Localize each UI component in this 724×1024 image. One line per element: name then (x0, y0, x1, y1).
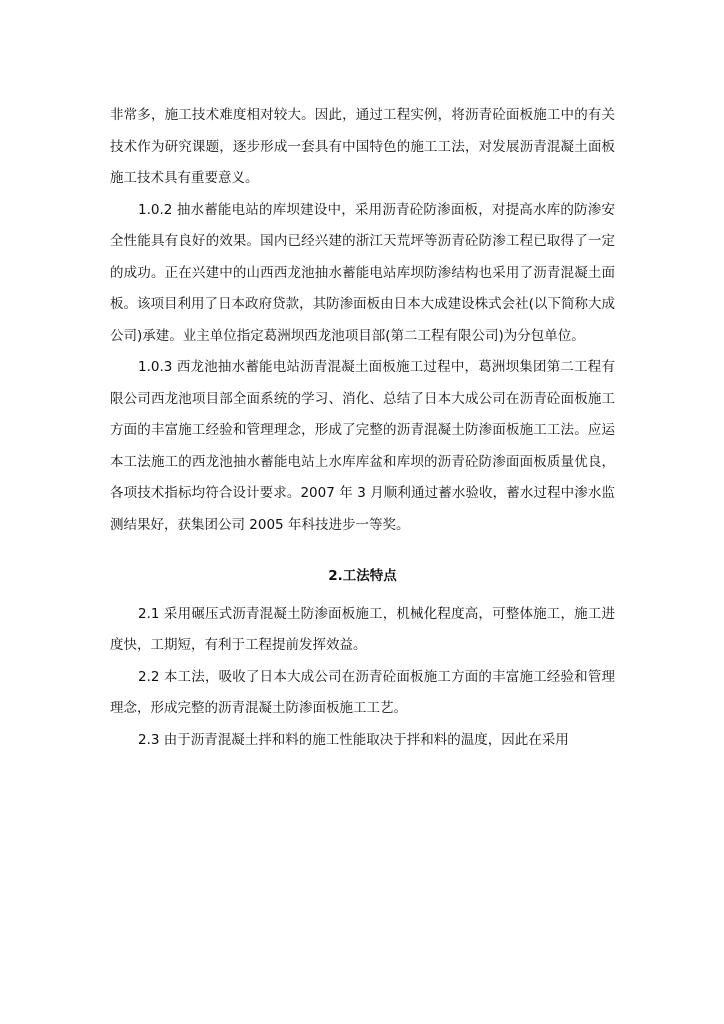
section-heading-method-features: 2.工法特点 (328, 568, 397, 584)
paragraph-2-1: 2.1 采用碾压式沥青混凝土防渗面板施工，机械化程度高，可整体施工，施工进度快，工期短，有利于工程提前发挥效益。 (110, 605, 615, 653)
paragraph-2-2: 2.2 本工法，吸收了日本大成公司在沥青砼面板施工方面的丰富施工经验和管理理念，形成完整的沥青混凝土防渗面板施工工艺。 (110, 668, 615, 716)
paragraph-2-3: 2.3 由于沥青混凝土拌和料的施工性能取决于拌和料的温度，因此在采用 (138, 731, 569, 748)
paragraph-1-0-3: 1.0.3 西龙池抽水蓄能电站沥青混凝土面板施工过程中，葛洲坝集团第二工程有限公司西龙池项目部全面系统的学习、消化、总结了日本大成公司在沥青砼面板施工方面的丰富施工经验和管理理念，形成了完整的沥青混凝土防渗面板施工工法。应运本工法施工的西龙池抽水蓄能电站上水库库盆和库坝的沥青砼防渗面面板质量优良，各项技术指标均符合设计要求。2007 年 3 月顺利通过蓄水验收，蓄水过程中渗水监测结果好，获集团公司 2005 年科技进步一等奖。 (110, 359, 615, 533)
paragraph-intro-continued: 非常多，施工技术难度相对较大。因此，通过工程实例，将沥青砼面板施工中的有关技术作为研究课题，逐步形成一套具有中国特色的施工工法，对发展沥青混凝土面板施工技术具有重要意义。 (110, 107, 615, 186)
document-page (110, 100, 615, 756)
paragraph-1-0-2: 1.0.2 抽水蓄能电站的库坝建设中，采用沥青砼防渗面板，对提高水库的防渗安全性能具有良好的效果。国内已经兴建的浙江天荒坪等沥青砼防渗工程已取得了一定的成功。正在兴建中的山西西龙池抽水蓄能电站库坝防渗结构也采用了沥青混凝土面板。该项目利用了日本政府贷款，其防渗面板由日本大成建设株式会社(以下简称大成公司)承建。业主单位指定葛洲坝西龙池项目部(第二工程有限公司)为分包单位。 (110, 201, 615, 344)
